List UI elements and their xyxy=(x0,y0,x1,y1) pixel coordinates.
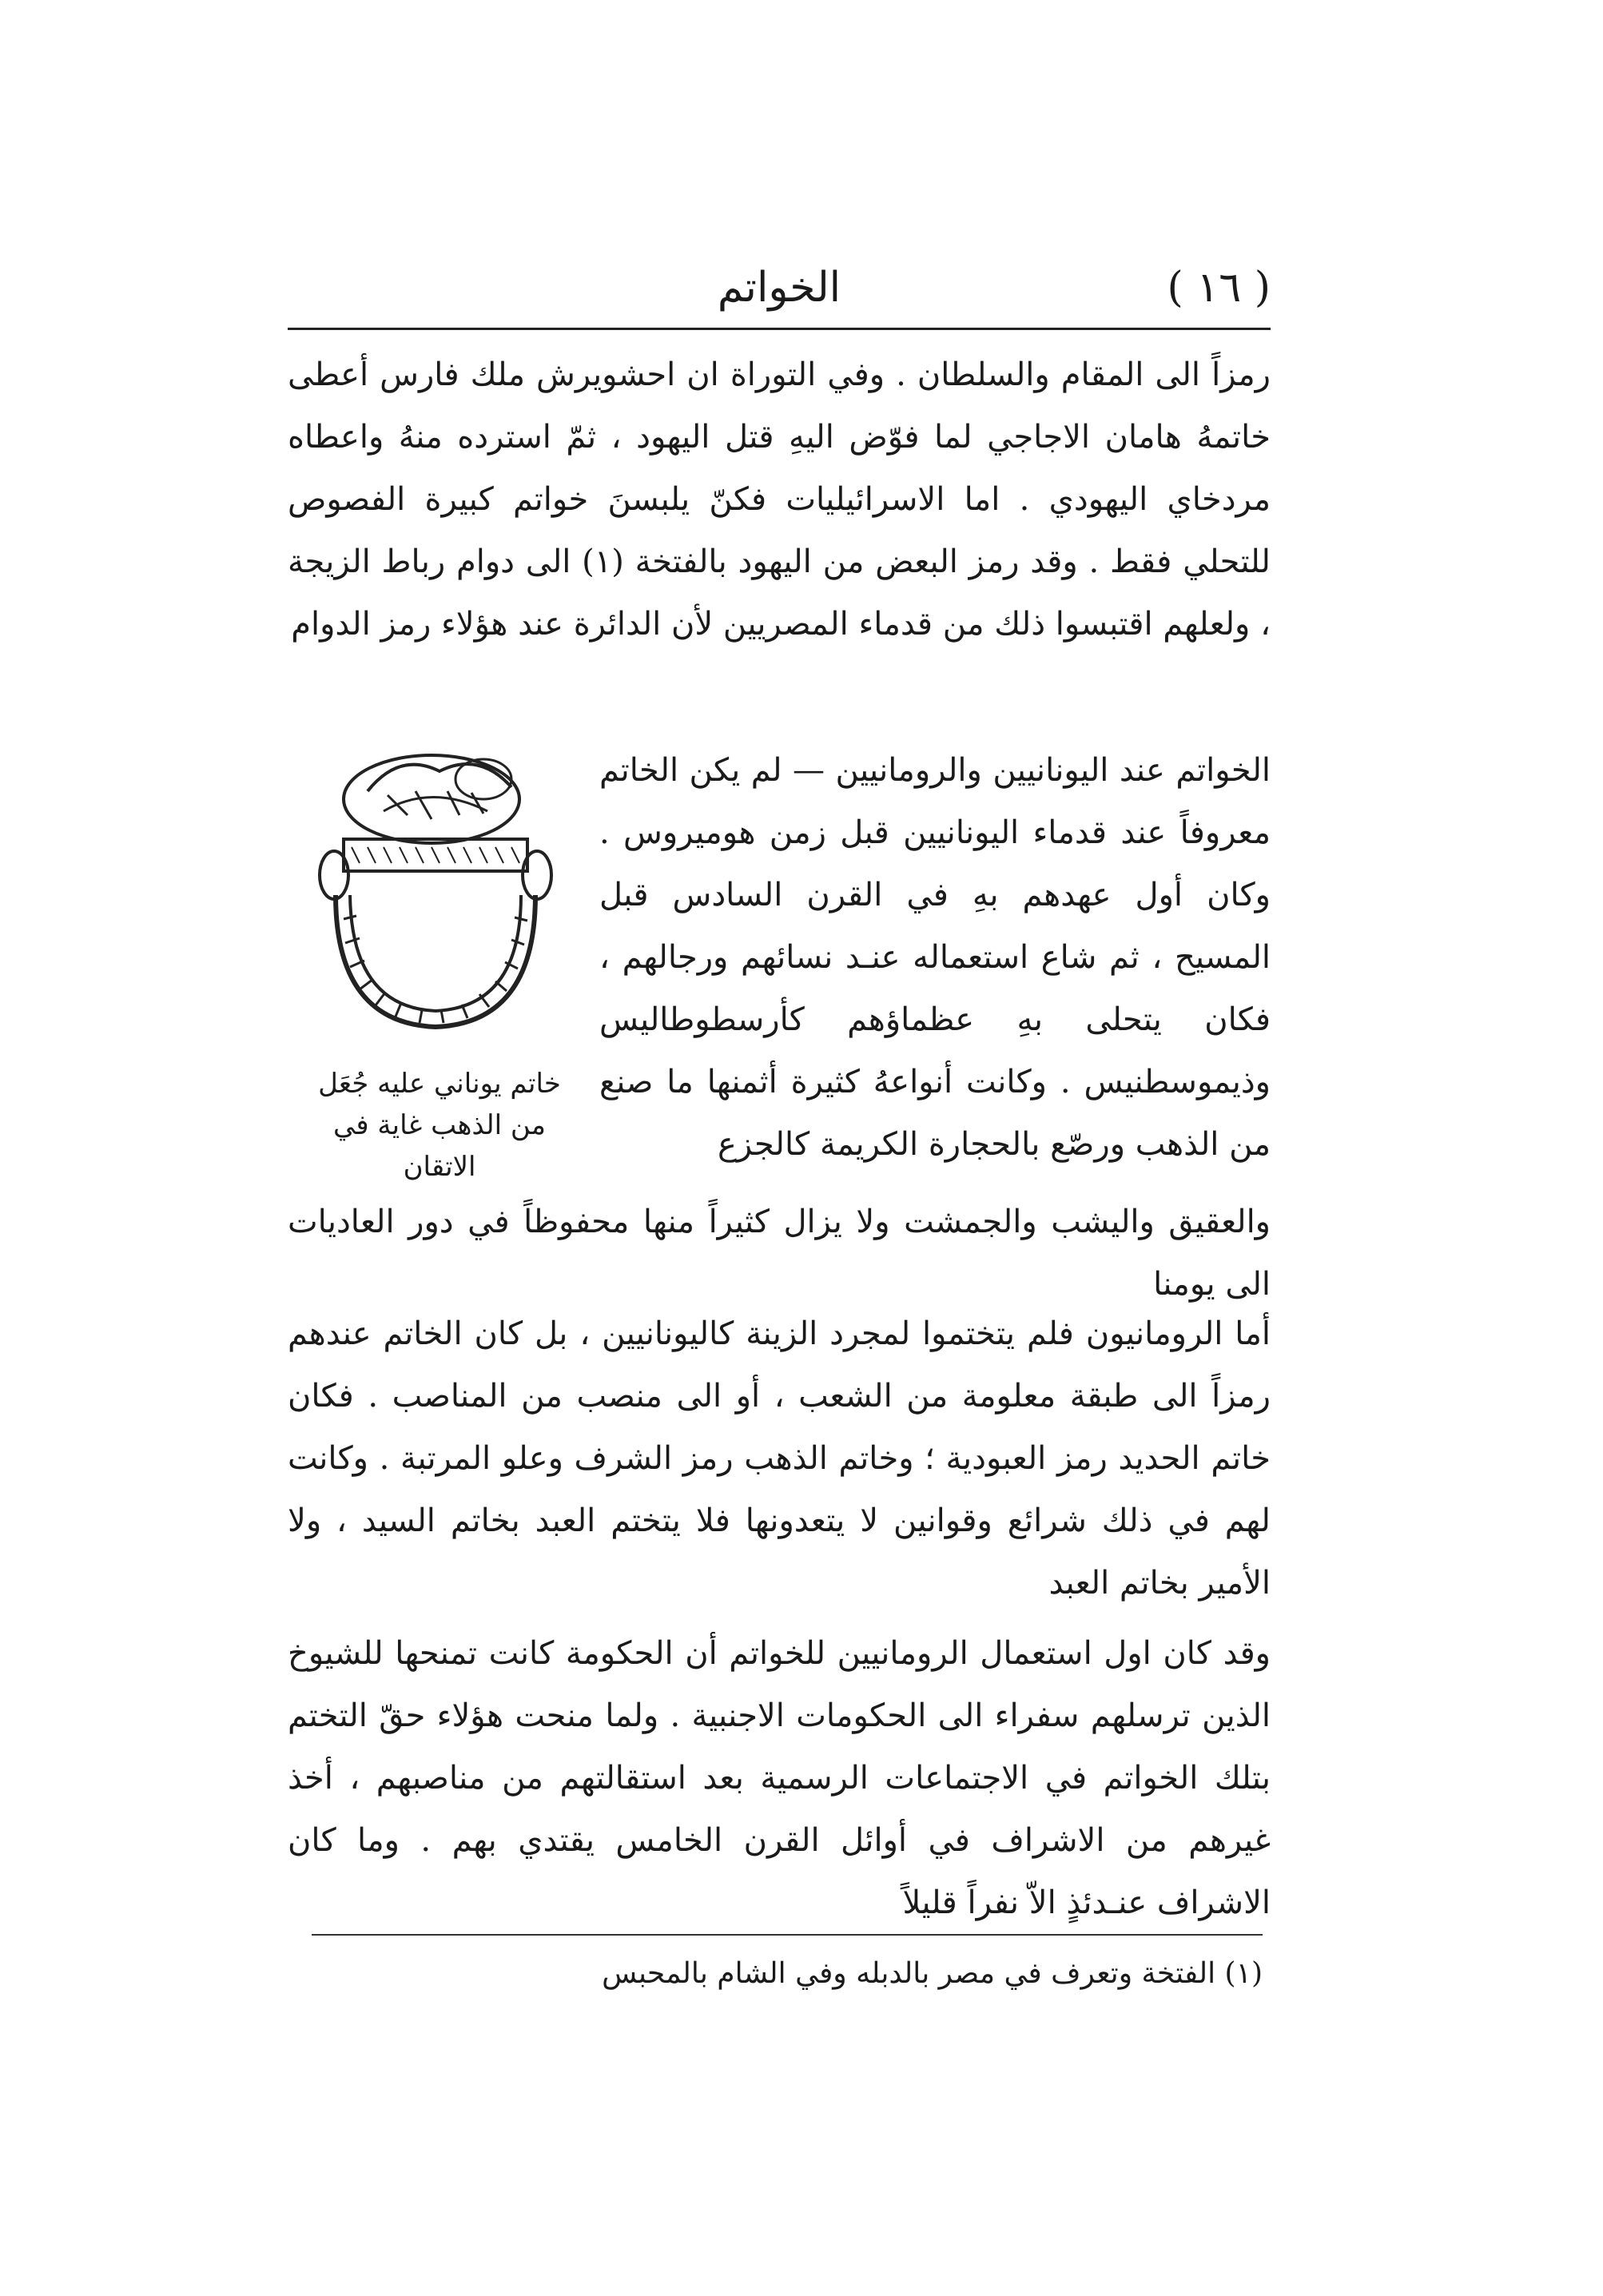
paragraph-greek-roman-rings-continued xyxy=(288,1191,1271,1315)
paragraph-greek-roman-rings xyxy=(599,739,1271,1176)
header-rule xyxy=(288,328,1271,330)
paragraph-roman-ring-usage xyxy=(288,1622,1271,1934)
paragraph-israelite-rings xyxy=(288,344,1271,655)
paragraph-text: رمزاً الى المقام والسلطان . وفي التوراة ان احشويرش ملك فارس أعطى خاتمهُ هامان الاجاجي لما فوّض اليهِ قتل اليهود ، ثمّ استرده منهُ واعطاه مردخاي اليهودي . اما الاسرائيليات فكنّ يلبسنَ خواتم كبيرة الفصوص للتحلي فقط . وقد رمز البعض من اليهود بالفتخة (١) الى دوام رباط الزيجة ، ولعلهم اقتبسوا ذلك من قدماء المصريين لأن الدائرة عند هؤلاء رمز الدوام xyxy=(288,356,1271,643)
paragraph-text: وقد كان اول استعمال الرومانيين للخواتم أن الحكومة كانت تمنحها للشيوخ الذين ترسلهم سفراء الى الحكومات الاجنبية . ولما منحت هؤلاء حقّ التختم بتلك الخواتم في الاجتماعات الرسمية بعد استقالتهم من مناصبهم ، أخذ غيرهم من الاشراف في أوائل القرن الخامس يقتدي بهم . وما كان الاشراف عنـدئذٍ الاّ نفراً قليلاً xyxy=(288,1635,1271,1921)
ring-figure xyxy=(304,735,575,1183)
figure-caption: خاتم يوناني عليه جُعَل من الذهب غاية في الاتقان xyxy=(318,1068,561,1183)
paragraph-text: أما الرومانيون فلم يتختموا لمجرد الزينة كاليونانيين ، بل كان الخاتم عندهم رمزاً الى طبقة معلومة من الشعب ، أو الى منصب من المناصب . فكان خاتم الحديد رمز العبودية ؛ وخاتم الذهب رمز الشرف وعلو المرتبة . وكانت لهم في ذلك شرائع وقوانين لا يتعدونها فلا يتختم العبد بخاتم السيد ، ولا الأمير بخاتم العبد xyxy=(288,1315,1271,1602)
running-title: الخواتم xyxy=(717,264,841,312)
page-number: ( ١٦ ) xyxy=(1167,264,1271,312)
page-header xyxy=(288,256,1271,320)
greek-ring-illustration-icon xyxy=(312,735,567,1039)
paragraph-roman-rings xyxy=(288,1303,1271,1614)
paragraph-text: والعقيق واليشب والجمشت ولا يزال كثيراً منها محفوظاً في دور العاديات الى يومنا xyxy=(288,1204,1271,1303)
paragraph-text: الخواتم عند اليونانيين والرومانيين — لم يكن الخاتم معروفاً عند قدماء اليونانيين قبل زمن هوميروس . وكان أول عهدهم بهِ في القرن السادس قبل المسيح ، ثم شاع استعماله عنـد نسائهم ورجالهم ، فكان يتحلى بهِ عظماؤهم كأرسطوطاليس وذيموسطنيس . وكانت أنواعهُ كثيرة أثمنها ما صنع من الذهب ورصّع بالحجارة الكريمة كالجزع xyxy=(599,752,1271,1163)
footnote: (١) الفتخة وتعرف في مصر بالدبله وفي الشام بالمحبس xyxy=(602,1957,1263,1990)
footnote-rule xyxy=(312,1934,1263,1936)
